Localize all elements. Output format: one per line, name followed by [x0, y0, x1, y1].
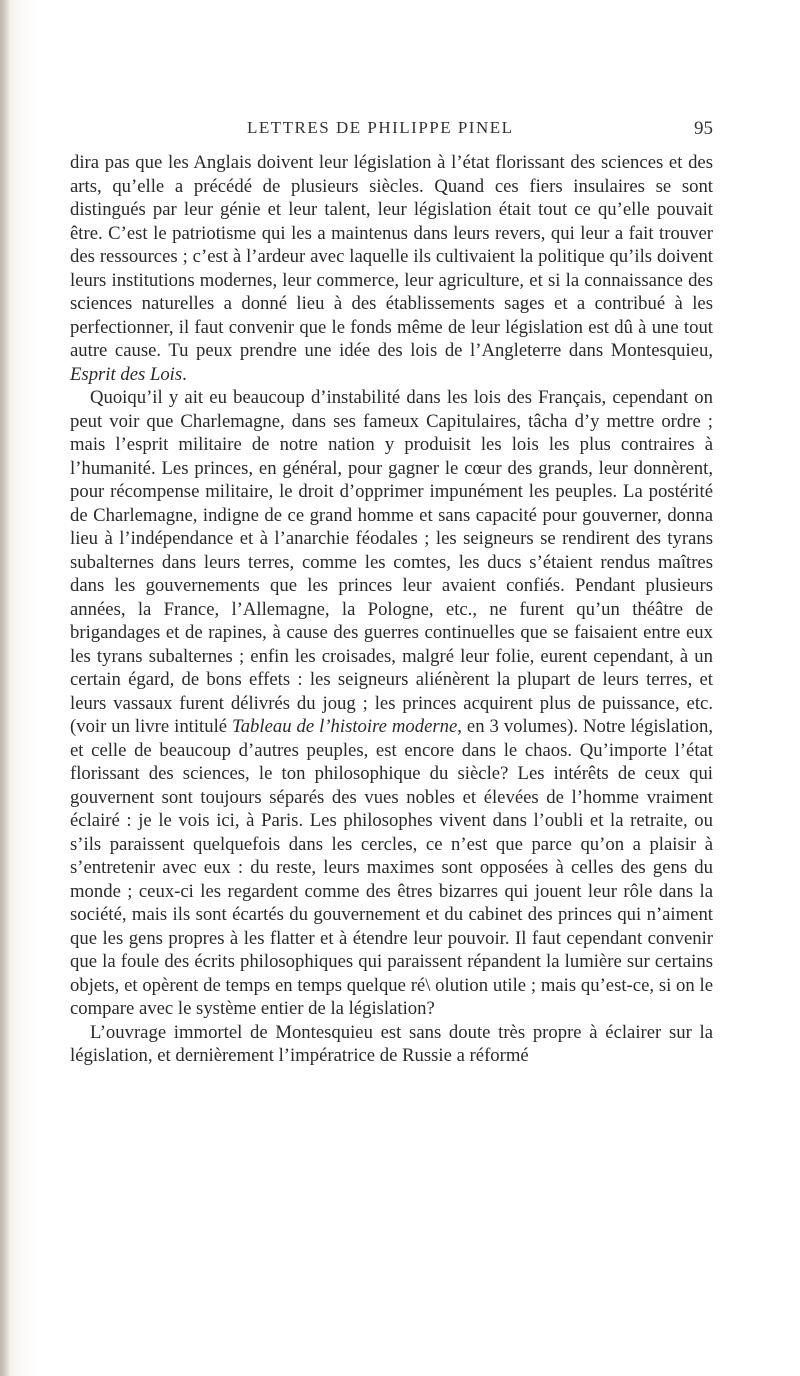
- paragraph-3-text: L’ouvrage immortel de Montesquieu est sans doute très propre à éclairer sur la législation, et dernièrement l’impératrice de Russie a réformé: [70, 1021, 713, 1066]
- binding-shadow: [0, 0, 10, 1376]
- book-title-esprit-des-lois: Esprit des Lois: [70, 363, 183, 385]
- book-title-tableau-histoire-moderne: Tableau de l’histoire moderne: [232, 716, 458, 737]
- paragraph-1-text: dira pas que les Anglais doivent leur législation à l’état florissant des sciences et des arts, qu’elle a précédé de plusieurs siècles. Quand ces fiers insulaires se sont distingués par leur génie et leur talent, leur législation était tout ce qu’elle pouvait être. C’est le patriotisme qui les a maintenus dans leurs revers, qui leur a fait trouver des ressources ; c’est à l’ardeur avec laquelle ils cultivaient la politique qu’ils doivent leurs institutions modernes, leur commerce, leur agriculture, et si la connaissance des sciences naturelles a donné lieu à des établissements sages et a contribué à les perfectionner, il faut convenir que le fonds même de leur législation est dû à une tout autre cause. Tu peux prendre une idée des lois de l’Angleterre dans Montesquieu,: [70, 152, 713, 361]
- paragraph-3: [70, 1021, 713, 1068]
- paragraph-1-end: .: [182, 363, 187, 385]
- paragraph-2-text: Quoiqu’il y ait eu beaucoup d’instabilité dans les lois des Français, cependant on peut voir que Charlemagne, dans ses fameux Capitulaires, tâcha d’y mettre ordre ; mais l’esprit militaire de notre nation y produisit les lois les plus contraires à l’humanité. Les princes, en général, pour gagner le cœur des grands, leur donnèrent, pour récompense militaire, le droit d’opprimer impunément les peuples. La postérité de Charlemagne, indigne de ce grand homme et sans capacité pour gouverner, donna lieu à l’indépendance et à l’anarchie féodales ; les seigneurs se rendirent des tyrans subalternes dans leurs terres, comme les comtes, les ducs s’étaient rendus maîtres dans les gouvernements que les princes leur avaient confiés. Pendant plusieurs années, la France, l’Allemagne, la Pologne, etc., ne furent qu’un théâtre de brigandages et de rapines, à cause des guerres continuelles que se faisaient entre eux les tyrans subalternes ; enfin les croisades, malgré leur folie, eurent cependant, à un certain égard, de bons effets : les seigneurs aliénèrent la plupart de leurs terres, et leurs vassaux furent délivrés du joug ; les princes acquirent plus de puissance, etc. (voir un livre intitulé: [70, 387, 713, 737]
- body-text: [70, 151, 713, 1068]
- running-header: [0, 118, 800, 146]
- paragraph-2-text-cont: , en 3 volumes). Notre législation, et celle de beaucoup d’autres peuples, est encore dans le chaos. Qu’importe l’état florissant des sciences, le ton philosophique du siècle? Les intérêts de ceux qui gouvernent sont toujours séparés des vues nobles et élevées de l’homme vraiment éclairé : je le vois ici, à Paris. Les philosophes vivent dans l’oubli et la retraite, ou s’ils paraissent quelquefois dans les cercles, ce n’est que parce qu’on a plaisir à s’entretenir avec eux : du reste, leurs maximes sont opposées à celles des gens du monde ; ceux-ci les regardent comme des êtres bizarres qui jouent leur rôle dans la société, mais ils sont écartés du gouvernement et du cabinet des princes qui n’aiment que les gens propres à les flatter et à étendre leur pouvoir. Il faut cependant convenir que la foule des écrits philosophiques qui paraissent répandent la lumière sur certains objets, et opèrent de temps en temps quelque ré\ olution utile ; mais qu’est-ce, si on le compare avec le système entier de la législation?: [70, 716, 714, 1019]
- paragraph-2: [70, 386, 713, 1021]
- running-title: LETTRES DE PHILIPPE PINEL: [247, 118, 514, 137]
- paragraph-1: [70, 151, 713, 386]
- page-number: 95: [694, 118, 713, 139]
